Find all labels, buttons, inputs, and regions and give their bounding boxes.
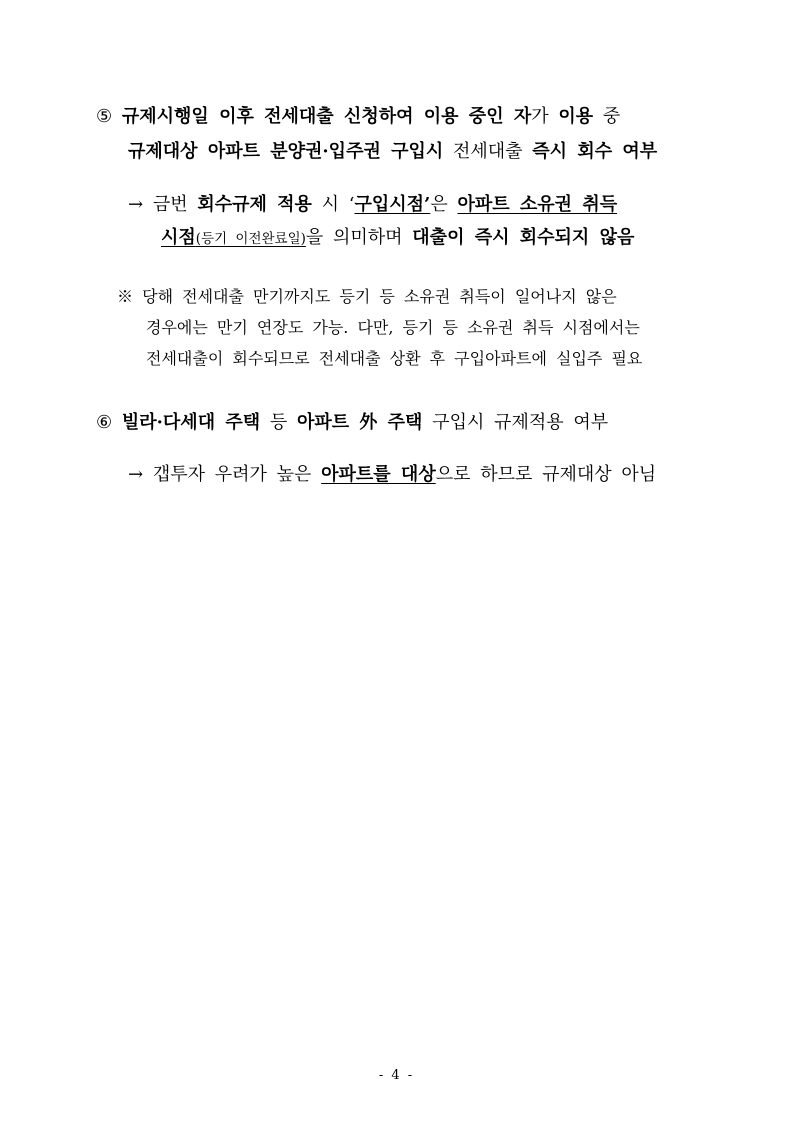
item-5-answer-text-2: [161, 227, 634, 248]
page-number: - 4 -: [378, 1068, 415, 1083]
text-segment: 아파트를 대상: [321, 464, 436, 485]
item-5-heading-line-2: [128, 141, 657, 163]
item-6-answer-line: [128, 464, 656, 486]
text-segment: 규제대상 아파트 분양권·입주권 구입시: [128, 141, 444, 162]
item-6-heading-line: [96, 412, 608, 434]
text-segment: 회수규제 적용: [197, 194, 312, 215]
item-5-note-line-1: [117, 287, 617, 307]
item-5-note-text-2: 경우에는 만기 연장도 가능. 다만, 등기 등 소유권 취득 시점에서는: [146, 318, 640, 337]
text-segment: 등: [260, 412, 297, 433]
text-segment: 중: [593, 106, 621, 127]
text-segment: 시 ‘: [311, 194, 355, 215]
text-segment: 아파트 소유권 취득: [457, 194, 618, 215]
text-segment: 구입시점’: [354, 194, 431, 215]
arrow-icon: →: [128, 464, 144, 485]
item-5-number: ⑤: [96, 106, 113, 127]
text-segment: 구입시 규제적용 여부: [422, 412, 609, 433]
text-segment: 으로 하므로 규제대상 아님: [435, 464, 657, 485]
item-5-heading-text: [122, 106, 620, 127]
text-segment: 전세대출: [443, 141, 533, 162]
text-segment: 아파트 外 주택: [296, 412, 423, 433]
text-segment: 금번: [152, 194, 198, 215]
text-segment: 은: [430, 194, 458, 215]
text-segment: 대출이 즉시 회수되지 않음: [412, 227, 635, 248]
item-6-number: ⑥: [96, 412, 113, 433]
item-5-note-line-2: [146, 318, 640, 338]
text-segment: 갭투자 우려가 높은: [152, 464, 322, 485]
text-segment: 즉시 회수 여부: [532, 141, 658, 162]
item-5-heading-line-1: [96, 106, 620, 128]
item-5-heading-text-2: [128, 141, 657, 162]
item-5-answer-line-1: [128, 194, 617, 216]
reference-mark-icon: ※: [117, 287, 134, 306]
text-segment: 이용: [558, 106, 594, 127]
text-segment: (등기 이전완료일): [195, 231, 306, 247]
item-5-answer-text: [153, 194, 617, 215]
text-segment: 가: [531, 106, 559, 127]
text-segment: 시점: [161, 227, 196, 248]
arrow-icon: →: [128, 194, 144, 215]
item-5-answer-line-2: [161, 227, 634, 250]
text-segment: 빌라·다세대 주택: [121, 412, 261, 433]
item-6-heading-text: [122, 412, 608, 433]
text-segment: 규제시행일 이후 전세대출 신청하여 이용 중인 자: [121, 106, 532, 127]
item-6-answer-text: [153, 464, 656, 485]
item-5-note-line-3: [146, 349, 642, 369]
item-5-note-text-3: 전세대출이 회수되므로 전세대출 상환 후 구입아파트에 실입주 필요: [146, 349, 643, 368]
item-5-note-text-1: 당해 전세대출 만기까지도 등기 등 소유권 취득이 일어나지 않은: [142, 287, 617, 306]
text-segment: 을 의미하며: [305, 227, 413, 248]
